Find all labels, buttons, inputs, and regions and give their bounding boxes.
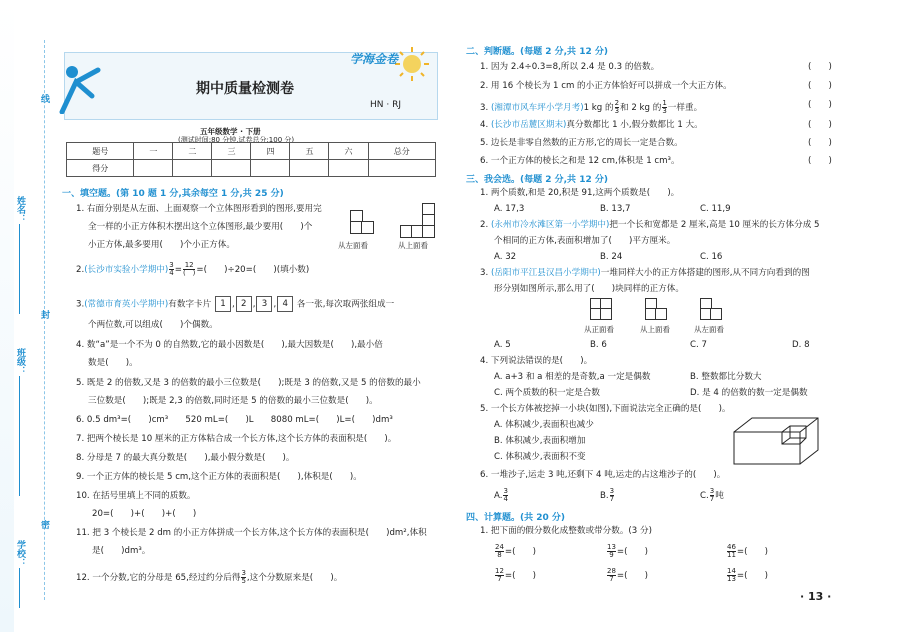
numerator: 2 [614,99,620,107]
denominator: 11 [727,551,736,559]
q6: 6. 0.5 dm³=( )cm³ 520 mL=( )L 8080 mL=( )L=( )dm³ [76,415,393,425]
answer-paren[interactable]: ( ) [808,81,832,91]
score-row-label: 得分 [67,160,134,177]
score-cell[interactable] [368,160,436,177]
calc-fraction-item [606,568,648,583]
q11-line1: 11. 把 3 个棱长是 2 dm 的小正方体拼成一个长方体,这个长方体的表面积是( )dm²,体积 [76,528,427,538]
caption-left-view: 从左面看 [694,325,724,334]
calc-fraction-item [606,544,648,559]
q11-line2: 是( )dm³。 [92,546,151,556]
choice-5: 5. 一个长方体被挖掉一小块(如图),下面说法完全正确的是( )。 [480,404,731,414]
calc-fraction-item [494,568,536,583]
calc-fraction-item [726,568,768,583]
judge-4: 4. (长沙市岳麓区期末)真分数都比 1 小,假分数都比 1 大。 [480,120,703,130]
choice-1: 1. 两个质数,和是 20,积是 91,这两个质数是( )。 [480,188,680,198]
digit-card: 3 [256,296,272,312]
denominator: 13 [727,575,736,583]
choice-option: B. 13,7 [600,204,631,214]
choice-option: C. 11,9 [700,204,731,214]
q2-fraction-1 [169,262,173,277]
q4-line1: 4. 数“a”是一个不为 0 的自然数,它的最小因数是( ),最大因数是( ),最小倍 [76,340,383,350]
q2-rest: =( )÷20=( )(填小数) [196,265,310,275]
edition-label: HN · RJ [370,100,401,110]
denominator: 3 [614,107,620,115]
judge-6: 6. 一个正方体的棱长之和是 12 cm,体积是 1 cm³。 [480,156,680,166]
cut-line [44,40,45,600]
answer-paren[interactable]: ( ) [808,120,832,130]
section-3-title: 三、我会选。(每题 2 分,共 12 分) [466,175,608,185]
q12-text-b: ,这个分数原来是( )。 [246,573,343,583]
choice-6: 6. 一堆沙子,运走 3 吨,还剩下 4 吨,运走的占这堆沙子的( )。 [480,470,726,480]
choice-option: A. 5 [494,340,511,350]
numerator: 12 [184,261,194,269]
answer-blank[interactable]: =( ) [736,571,769,581]
numerator: 3 [609,487,615,495]
option-c-label: C. [700,491,709,501]
answer-paren[interactable]: ( ) [808,138,832,148]
q8: 8. 分母是 7 的最大真分数是( ),最小假分数是( )。 [76,453,295,463]
sun-icon [394,46,430,82]
j3-text-c: 一样重。 [667,103,703,113]
choice-4: 4. 下列说法错误的是( )。 [480,356,593,366]
subtitle: 五年级数学 · 下册 [200,127,261,136]
calc-fraction-item [494,544,536,559]
improper-fraction [727,544,736,559]
q2 [76,262,309,277]
choice-option: C. 7 [690,340,707,350]
score-header-cell: 三 [212,143,251,160]
choice-option: B. 24 [600,252,623,262]
judge-3: 3. (湘潭市风车坪小学月考)1 kg 的 $\frac{2}{3}$ 和 2 kg 的 $\frac{1}{3}$ 一样重。 [480,99,703,115]
numerator: 14 [727,567,736,575]
c3-source-tag: (岳阳市平江县汉昌小学期中) [490,268,601,278]
q10: 10. 在括号里填上不同的质数。 [76,491,196,501]
judge-5: 5. 边长是非零自然数的正方形,它的周长一定是合数。 [480,138,683,148]
section-2-title: 二、判断题。(每题 2 分,共 12 分) [466,47,608,57]
improper-fraction [607,544,616,559]
strip-shade [0,0,14,632]
calc-1: 1. 把下面的假分数化成整数或带分数。(3 分) [480,526,652,536]
score-cell[interactable] [329,160,368,177]
numerator: 28 [607,567,616,575]
score-cell[interactable] [173,160,212,177]
choice-6-option-b [600,488,615,503]
brand-logo: 学海金卷 [350,52,399,66]
digit-card: 2 [236,296,252,312]
score-cell[interactable] [251,160,290,177]
score-cell[interactable] [134,160,173,177]
digit-card: 4 [277,296,293,312]
denominator: 4 [503,495,508,503]
q12 [76,570,342,585]
option-a-fraction [503,488,507,503]
c2-source-tag: (永州市冷水滩区第一小学期中) [490,220,610,230]
q10-blanks: 20=( )+( )+( ) [92,509,197,519]
choice-option: B. 整数都比分数大 [690,372,762,382]
j3-source-tag: (湘潭市风车坪小学月考) [490,103,584,113]
denominator: 4 [169,269,174,277]
caption-top-view: 从上面看 [398,241,428,250]
j4-source-tag: (长沙市岳麓区期末) [490,120,567,130]
j3-fraction-1 [615,100,619,115]
q3-text-a: 有数字卡片 [168,299,212,310]
q2-prefix: 2. [76,265,85,275]
answer-blank[interactable]: =( ) [616,571,649,581]
time-info: (测试时间:80 分钟,试卷总分:100 分) [178,136,295,144]
numerator: 3 [709,487,715,495]
choice-option: C. 16 [700,252,723,262]
denominator: 7 [609,575,614,583]
page-title: 期中质量检测卷 [196,81,294,97]
option-b-label: B. [600,491,609,501]
q9: 9. 一个正方体的棱长是 5 cm,这个正方体的表面积是( ),体积是( )。 [76,472,362,482]
score-header-cell: 一 [134,143,173,160]
option-c-fraction [710,488,714,503]
q5-line1: 5. 既是 2 的倍数,又是 3 的倍数的最小三位数是( );既是 3 的倍数,又是 5 的倍数的最小 [76,378,421,388]
q5-line2: 三位数是( );既是 2,3 的倍数,同时还是 5 的倍数的最小三位数是( )。 [88,396,378,406]
numerator: 12 [495,567,504,575]
q2-source-tag: (长沙市实验小学期中) [84,265,169,275]
denominator: 7 [497,575,502,583]
digit-card: 1 [215,296,231,312]
q1-line3: 小正方体,最多要用( )个小正方体。 [88,240,235,250]
score-header-cell: 二 [173,143,212,160]
class-line [19,376,20,496]
q3-prefix: 3. [76,299,85,310]
improper-fraction [495,568,504,583]
q1-line1: 1. 右面分别是从左面、上面观察一个立体图形看到的图形,要用完 [76,204,322,214]
numerator: 24 [495,543,504,551]
page-number: · 13 · [800,590,832,603]
answer-blank[interactable]: =( ) [616,547,649,557]
improper-fraction [727,568,736,583]
denominator: 3 [662,107,667,115]
score-header-cell: 四 [251,143,290,160]
numerator: 13 [607,543,616,551]
option-a-label: A. [494,491,503,501]
q2-equals: = [174,265,182,275]
numerator: 46 [727,543,736,551]
choice-option: D. 是 4 的倍数的数一定是偶数 [690,388,808,398]
choice-option: B. 6 [590,340,607,350]
choice-2-line2: 个相同的正方体,表面积增加了( )平方厘米。 [494,236,676,246]
school-line [19,568,20,608]
name-line [19,224,20,314]
denominator: 7 [609,495,615,503]
choice-6-options [494,488,509,503]
answer-paren[interactable]: ( ) [808,62,832,72]
denominator: 7 [709,495,715,503]
q4-line2: 数是( )。 [88,358,138,368]
choice-option: D. 8 [792,340,810,350]
judge-1: 1. 因为 2.4÷0.3=8,所以 2.4 是 0.3 的倍数。 [480,62,660,72]
answer-blank[interactable]: =( ) [504,571,537,581]
j3-text-a: 1 kg 的 [583,103,614,113]
choice-option: A. 体积减少,表面积也减少 [494,420,594,430]
q3-line2: 个两位数,可以组成( )个偶数。 [88,320,218,330]
caption-left-view: 从左面看 [338,241,368,250]
choice-option: A. a+3 和 a 相差的是奇数,a 一定是偶数 [494,372,651,382]
choice-3-line2: 形分别如图所示,那么用了( )块同样的正方体。 [494,284,684,294]
q3-line1: 3.(常德市育英小学期中)有数字卡片 1 , 2 , 3 , 4 各一张,每次取两张组成一 [76,296,394,312]
numerator: 3 [241,569,246,577]
caption-top-view: 从上面看 [640,325,670,334]
denominator: 8 [497,551,502,559]
choice-6-option-c [700,488,724,503]
q1-line2: 全一样的小正方体积木摆出这个立体图形,最少要用( )个 [88,222,313,232]
name-label: 姓名： [15,196,25,223]
score-input-row [67,160,436,177]
option-b-fraction [610,488,614,503]
answer-paren[interactable]: ( ) [808,100,832,110]
score-header-cell: 五 [290,143,329,160]
section-1-title: 一、填空题。(第 10 题 1 分,其余每空 1 分,共 25 分) [62,189,284,199]
answer-blank[interactable]: =( ) [504,547,537,557]
j3-fraction-2 [662,100,666,115]
score-header-row [67,143,436,160]
score-cell[interactable] [290,160,329,177]
choice-2-line1: 2. (永州市冷水滩区第一小学期中)把一个长和宽都是 2 厘米,高是 10 厘米的长方体分成 5 [480,220,820,230]
numerator: 1 [662,99,667,107]
judge-2: 2. 用 16 个棱长为 1 cm 的小正方体恰好可以拼成一个大正方体。 [480,81,732,91]
answer-blank[interactable]: =( ) [736,547,769,557]
q12-fraction [241,570,245,585]
seal-char: 封 [39,310,49,319]
choice-option: C. 体积减少,表面积不变 [494,452,586,462]
q3-source-tag: (常德市育英小学期中) [84,299,169,310]
choice-option: C. 两个质数的积一定是合数 [494,388,600,398]
choice-3-line1: 3. (岳阳市平江县汉昌小学期中)一堆同样大小的正方体搭建的图形,从不同方向看到的图 [480,268,810,278]
option-c-unit: 吨 [715,491,724,501]
calc-fraction-item [726,544,768,559]
binding-strip [0,0,58,632]
choice-option: A. 17,3 [494,204,525,214]
numerator: 3 [169,261,174,269]
c2-text: 把一个长和宽都是 2 厘米,高是 10 厘米的长方体分成 5 [609,220,820,230]
numerator: 3 [503,487,508,495]
q12-text-a: 12. 一个分数,它的分母是 65,经过约分后得 [76,573,241,583]
j4-text: 真分数都比 1 小,假分数都比 1 大。 [566,120,703,130]
class-label: 班级： [15,348,25,375]
score-header-cell: 六 [329,143,368,160]
q7: 7. 把两个棱长是 10 厘米的正方体粘合成一个长方体,这个长方体的表面积是( )。 [76,434,397,444]
runner-icon [58,62,104,114]
score-cell[interactable] [212,160,251,177]
score-table [66,142,436,177]
score-header-cell: 题号 [67,143,134,160]
j3-text-b: 和 2 kg 的 [620,103,662,113]
answer-paren[interactable]: ( ) [808,156,832,166]
choice-option: B. 体积减少,表面积增加 [494,436,586,446]
caption-front-view: 从正面看 [584,325,614,334]
q2-fraction-2 [183,262,195,277]
denominator: 5 [241,577,246,585]
c3-text: 一堆同样大小的正方体搭建的图形,从不同方向看到的图 [600,268,810,278]
line-char: 线 [39,94,49,103]
improper-fraction [607,568,616,583]
choice-option: A. 32 [494,252,517,262]
q3-text-b: 各一张,每次取两张组成一 [296,299,395,310]
school-label: 学校： [15,540,25,567]
improper-fraction [495,544,504,559]
denominator: 9 [609,551,614,559]
cuboid-figure [730,414,830,469]
denominator: ( ) [182,269,196,277]
section-4-title: 四、计算题。(共 20 分) [466,513,566,523]
score-header-cell: 总分 [368,143,436,160]
tight-char: 密 [39,520,49,529]
